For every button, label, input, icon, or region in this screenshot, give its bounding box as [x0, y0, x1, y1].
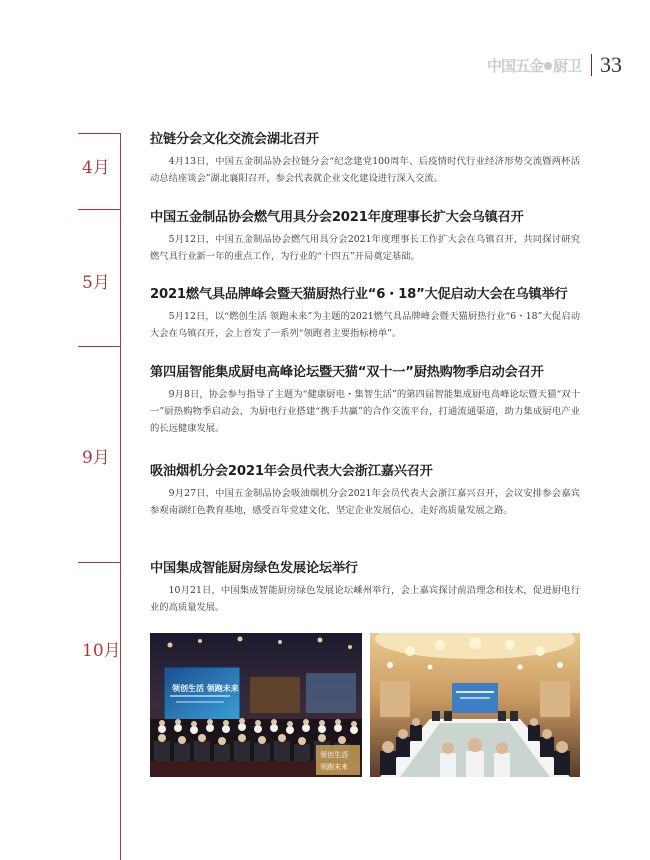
news-entry: [150, 128, 580, 187]
entry-title: 中国五金制品协会燃气用具分会2021年度理事长扩大会乌镇召开: [150, 210, 524, 225]
page-number: 33: [600, 52, 622, 77]
entry-body: 5月12日，以“燃创生活 领跑未来”为主题的2021燃气具品牌峰会暨天猫厨热行业“6・18”大促启动大会在乌镇召开，会上首发了一系列“领跑者主要指标榜单”。: [150, 311, 580, 339]
slogan-line-1: 领创生活: [320, 751, 348, 759]
brand-tail: 厨卫: [552, 56, 581, 75]
news-entry: [150, 206, 580, 265]
forum-photo-left: [150, 633, 362, 777]
brand-dot-icon: [544, 62, 552, 70]
entry-body: 9月27日，中国五金制品协会吸油烟机分会2021年会员代表大会浙江嘉兴召开，会议安排参会嘉宾参观南湖红色教育基地，感受百年党建文化，坚定企业发展信心，走好高质量发展之路。: [150, 488, 580, 516]
timeline-tick: [78, 346, 121, 347]
brand-name: 中国五金: [486, 56, 543, 75]
timeline-tick: [78, 133, 121, 134]
entry-title: 吸油烟机分会2021年会员代表大会浙江嘉兴召开: [150, 464, 433, 479]
month-label: 9月: [82, 448, 110, 468]
news-entry: [150, 557, 580, 616]
entry-body: 4月13日，中国五金制品协会拉链分会“纪念建党100周年、后疫情时代行业经济形势交流暨两杯活动总结座谈会”湖北襄阳召开，参会代表就企业文化建设进行深入交流。: [150, 156, 580, 184]
svg-text:领创生活 领跑未来: 领创生活 领跑未来: [172, 684, 239, 693]
entry-title: 第四届智能集成厨电高峰论坛暨天猫“双十一”厨热购物季启动会召开: [150, 365, 544, 380]
entry-body: 9月8日，协会参与指导了主题为“健康厨电・集智生活”的第四届智能集成厨电高峰论坛暨天猫“双十一”厨热购物季启动会，为厨电行业搭建“携手共赢”的合作交流平台，打通流通渠道，助力集成厨电产业的长远健康发展。: [150, 389, 580, 434]
entry-body: 10月21日，中国集成智能厨房绿色发展论坛嵊州举行，会上嘉宾探讨前沿理念和技术，促进厨电行业的高质量发展。: [150, 585, 580, 613]
month-label: 10月: [82, 641, 121, 661]
news-entry: [150, 283, 580, 342]
timeline-line: [120, 133, 121, 860]
timeline-tick: [78, 562, 121, 563]
entry-title: 拉链分会文化交流会湖北召开: [150, 132, 319, 147]
month-label: 4月: [82, 158, 110, 178]
entry-title: 2021燃气具品牌峰会暨天猫厨热行业“6・18”大促启动大会在乌镇举行: [150, 287, 568, 302]
header-divider: [591, 54, 592, 76]
page-header: [487, 52, 622, 78]
month-label: 5月: [82, 273, 110, 293]
forum-photo-right: [370, 633, 580, 777]
entry-title: 中国集成智能厨房绿色发展论坛举行: [150, 561, 358, 576]
timeline-tick: [78, 209, 121, 210]
news-entry: [150, 460, 580, 519]
entry-body: 5月12日，中国五金制品协会燃气用具分会2021年度理事长工作扩大会在乌镇召开，共同探讨研究燃气具行业新一年的重点工作，为行业的“十四五”开局奠定基础。: [150, 234, 580, 262]
news-entry: [150, 361, 580, 437]
slogan-line-2: 领跑未来: [320, 763, 348, 771]
brand-logo: [487, 55, 581, 76]
